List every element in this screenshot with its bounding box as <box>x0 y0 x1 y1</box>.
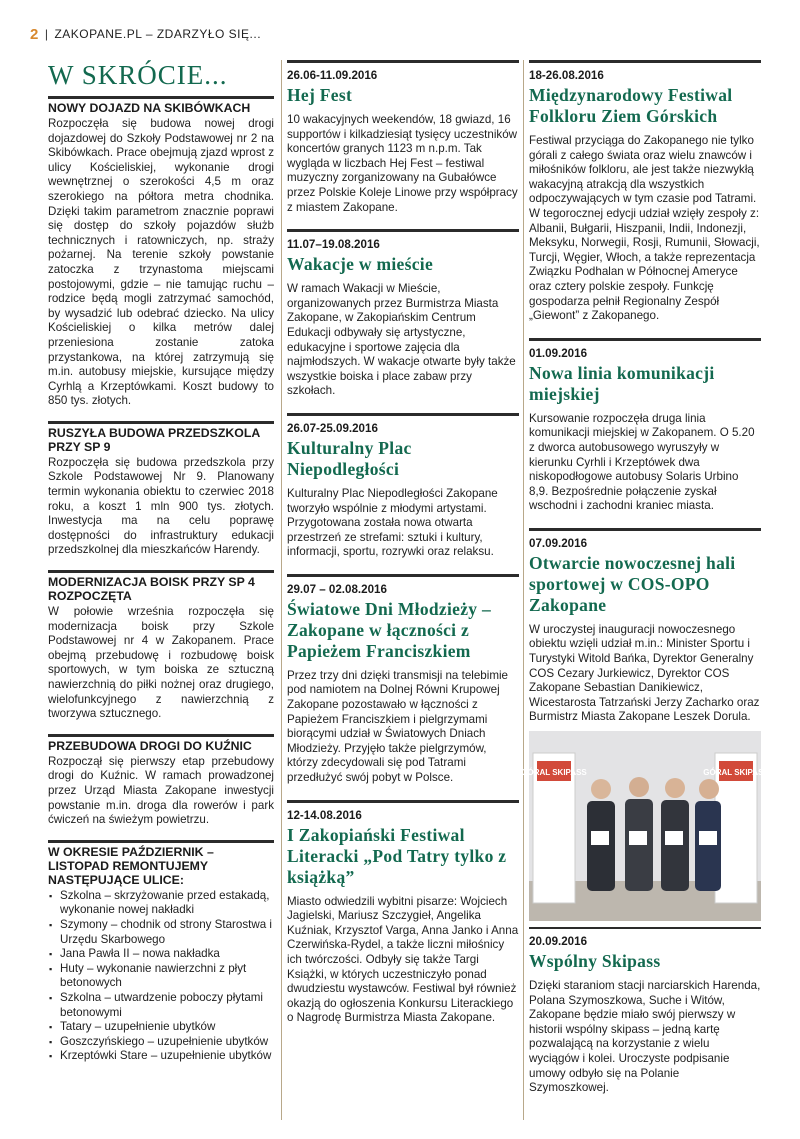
event <box>529 338 761 514</box>
event-title: Światowe Dni Młodzieży – Zakopane w łączności z Papieżem Franciszkiem <box>287 598 492 661</box>
list-item: ▪ Szkolna – utwardzenie poboczy płytami betonowymi <box>48 991 274 1020</box>
header-title: ZAKOPANE.PL – ZDARZYŁO SIĘ... <box>54 27 262 41</box>
event-body: Przez trzy dni dzięki transmisji na telebimie pod namiotem na Dolnej Równi Krupowej Zakopane pozostawało w łączności z Papieżem Franciszkiem i pielgrzymami biorącymi udział w Światowych Dniach Młodzieży. Przyjęło także pielgrzymów, którzy zdecydowali się pod Tatrami przedłużyć swój pobyt w Polsce. <box>287 668 509 785</box>
page-header <box>30 24 261 44</box>
event-body: Kulturalny Plac Niepodległości Zakopane tworzyło wspólnie z młodymi artystami. Przygotowana została nowa otwarta przestrzeń ze strefami: sztuki i kultury, informacji, sportu, rozrywki oraz relaksu. <box>287 486 498 559</box>
divider <box>287 229 519 232</box>
divider <box>48 734 274 737</box>
event-date: 20.09.2016 <box>529 935 588 949</box>
divider <box>529 338 761 341</box>
event-body: Miasto odwiedzili wybitni pisarze: Wojciech Jagielski, Mariusz Szczygieł, Angelika Kuźniak, Krzysztof Varga, Anna Janko i Anna Czerwińska-Rydel, a także liczni miłośnicy ich twórczości. Odbyły się także Targi Książki, w których uczestniczyło ponad dwudziestu wystawców. Festiwal był również okazją do ogłoszenia Konkursu Literackiego o Nagrodę Burmistrza Miasta Zakopane. <box>287 894 519 1025</box>
event-date: 12-14.08.2016 <box>287 808 362 822</box>
news-section <box>48 96 274 409</box>
event-title: Kulturalny Plac Niepodległości <box>287 437 412 479</box>
column-divider <box>523 60 524 1120</box>
column-events-2 <box>521 60 769 1110</box>
event <box>287 413 519 560</box>
news-heading: W OKRESIE PAŹDZIERNIK – LISTOPAD REMONTUJEMY NASTĘPUJĄCE ULICE: <box>48 844 214 887</box>
event <box>287 800 519 1026</box>
event <box>287 574 519 786</box>
divider <box>48 570 274 573</box>
news-heading: RUSZYŁA BUDOWA PRZEDSZKOLA PRZY SP 9 <box>48 425 260 454</box>
list-item: ▪ Jana Pawła II – nowa nakładka <box>48 947 274 962</box>
divider <box>287 413 519 416</box>
event-body: Kursowanie rozpoczęła druga linia komunikacji miejskiej w Zakopanem. O 5.20 z dworca autobusowego wyruszyły w kierunku Cyrhli i Krzeptówek dwa niskopodłogowe autobusy Solaris Urbino 8,9. Bezpośrednie połączenie zyskał wschodni i zachodni kraniec miasta. <box>529 411 755 513</box>
event-title: Wakacje w mieście <box>287 254 434 275</box>
list-item: ▪ Huty – wykonanie nawierzchni z płyt betonowych <box>48 962 274 991</box>
column-divider <box>281 60 282 1120</box>
divider <box>48 840 274 843</box>
event-title: Otwarcie nowoczesnej hali sportowej w COS-OPO Zakopane <box>529 552 736 615</box>
column-news <box>48 60 274 1076</box>
news-body: W połowie września rozpoczęła się modernizacja boisk przy Szkole Podstawowej nr 4 w Zakopanem. Prace obejmą przebudowę i rozbudowę boisk sportowych, w tym boiska ze sztuczną nawierzchnią do piłki nożnej oraz drugiego, wielofunkcyjnego z nawierzchnią z tworzywa sztucznego. <box>48 605 274 721</box>
skipass-signing-photo <box>521 731 769 921</box>
event-body: 10 wakacyjnych weekendów, 18 gwiazd, 16 supportów i kilkadziesiąt tysięcy uczestników koncertów granych 1123 m n.p.m. Tak wygląda w liczbach Hej Fest – festiwal muzyczny zorganizowany na Gubałówce przez Polskie Koleje Linowe przy współpracy z miastem Zakopane. <box>287 113 518 214</box>
news-section <box>48 570 274 722</box>
news-heading: PRZEBUDOWA DROGI DO KUŹNIC <box>48 738 252 753</box>
list-item: ▪ Tatary – uzupełnienie ubytków <box>48 1020 274 1035</box>
divider <box>529 528 761 531</box>
list-item: ▪ Szymony – chodnik od strony Starostwa i Urzędu Skarbowego <box>48 918 274 947</box>
event <box>529 927 761 1096</box>
event-body: W uroczystej inauguracji nowoczesnego obiektu wzięli udział m.in.: Minister Sportu i Turystyki Witold Bańka, Dyrektor Generalny COS Cezary Jurkiewicz, Dyrektor COS Zakopane Sebastian Danikiewicz, Wicestarosta Tatrzański Jerzy Zacharko oraz Burmistrz Miasta Zakopane Leszek Dorula. <box>529 622 760 724</box>
header-separator: | <box>44 27 49 41</box>
page-number: 2 <box>30 25 39 43</box>
news-section <box>48 840 274 1064</box>
event-date: 01.09.2016 <box>529 346 588 360</box>
event-title: Hej Fest <box>287 85 353 105</box>
photo-illustration <box>521 731 769 921</box>
list-item: ▪ Krzeptówki Stare – uzupełnienie ubytków <box>48 1049 274 1064</box>
event-title: Wspólny Skipass <box>529 951 661 972</box>
news-heading: MODERNIZACJA BOISK PRZY SP 4 ROZPOCZĘTA <box>48 575 255 604</box>
event-date: 29.07 – 02.08.2016 <box>287 582 387 596</box>
event-body: Dzięki staraniom stacji narciarskich Harenda, Polana Szymoszkowa, Suche i Witów, Zakopane będzie miało swój pierwszy w historii wspólny skipass – jedną kartę pozwalającą na korzystanie z wielu wyciągów i kolei. Uroczyste podpisanie umowy odbyło się na Polanie Szymoszkowej. <box>529 979 761 1095</box>
divider <box>48 96 274 99</box>
divider <box>287 800 519 803</box>
divider <box>529 60 761 63</box>
section-title: W SKRÓCIE... <box>48 60 228 90</box>
news-body: Rozpoczął się pierwszy etap przebudowy drogi do Kuźnic. W ramach prowadzonej przez Urząd Miasta Zakopane inwestycji powstanie m.in. droga dla rowerów i park ćwiczeń na świeżym powietrzu. <box>48 754 274 827</box>
divider <box>48 421 274 424</box>
list-item: ▪ Goszczyńskiego – uzupełnienie ubytków <box>48 1035 274 1050</box>
news-heading: NOWY DOJAZD NA SKIBÓWKACH <box>48 101 251 115</box>
banner-text-left: GÓRAL SKIPASS <box>521 768 587 778</box>
event-title: Międzynarodowy Festiwal Folkloru Ziem Górskich <box>529 85 733 126</box>
news-section <box>48 421 274 558</box>
news-body: Rozpoczęła się budowa przedszkola przy Szkole Podstawowej Nr 9. Planowany termin wykonania obiektu to czerwiec 2018 roku, a koszt 1 mln 900 tys. złotych. Inwestycja ma na celu poprawę dostępności do infrastruktury edukacji przedszkolnej dla mieszkańców Harendy. <box>48 455 274 557</box>
streets-list <box>48 889 274 1064</box>
event <box>287 229 519 399</box>
divider <box>287 60 519 63</box>
event-body: W ramach Wakacji w Mieście, organizowanych przez Burmistrza Miasta Zakopane, w Zakopiańskim Centrum Edukacji odbywały się artystyczne, edukacyjne i sportowe zajęcia dla najmłodszych. W wakacje otwarte były także wszystkie boiska i place zabaw przy szkołach. <box>287 282 516 398</box>
divider <box>529 927 761 929</box>
event-date: 18-26.08.2016 <box>529 69 604 82</box>
event-date: 07.09.2016 <box>529 536 588 550</box>
list-item: ▪ Szkolna – skrzyżowanie przed estakadą, wykonanie nowej nakładki <box>48 889 274 918</box>
event <box>287 60 519 215</box>
news-section <box>48 734 274 828</box>
event-body: Festiwal przyciąga do Zakopanego nie tylko górali z całego świata oraz wielu znawców i miłośników folkloru, ale jest także niezwykłą wakacyjną atrakcją dla wszystkich odpoczywających w tym czasie pod Tatrami. W tegorocznej edycji udział wzięły zespoły z: Albanii, Bułgarii, Hiszpanii, Indii, Indonezji, Meksyku, Norwegii, Rosji, Rumunii, Słowacji, Turcji, Węgier, Włoch, a także reprezentacja Związku Podhalan w Północnej Ameryce oraz cztery polskie zespoły. Funkcję gospodarza pełnił Regionalny Zespół „Giewont” z Zakopanego. <box>529 134 760 323</box>
event-title: Nowa linia komunikacji miejskiej <box>529 362 715 404</box>
event-date: 26.06-11.09.2016 <box>287 69 378 82</box>
banner-text-right: GÓRAL SKIPASS <box>703 768 769 778</box>
event <box>529 528 761 725</box>
divider <box>287 574 519 577</box>
news-body: Rozpoczęła się budowa nowej drogi dojazdowej do Szkoły Podstawowej nr 2 na Skibówkach. Prace obejmują zjazd wprost z ulicy Kościeliskiej, wykonanie drogi wewnętrznej o szerokości 4,5 m oraz szerokiego na półtora metra chodnika. Dzięki takim parametrom znacznie poprawi się dostęp do szkoły pojazdów służb technicznych i ratowniczych, np. straży pożarnej. Na terenie szkoły powstanie zatoczka z trzynastoma miejscami postojowymi, gdzie – nie tamując ruchu – rodzice będą mogli zatrzymać samochód, by wysadzić lub odebrać dziecko. Na ulicy Kościeliskiej o kilka metrów dalej przeniesiona zostanie zatoka przystankowa, na której zatrzymują się m.in. autobusy miejskie, kursujące między Cyrhlą a Krzeptówkami. Koszt budowy to 850 tys. złotych. <box>48 117 274 408</box>
event <box>529 60 761 324</box>
column-events-1 <box>287 60 519 1040</box>
event-date: 11.07–19.08.2016 <box>287 238 380 252</box>
event-title: I Zakopiański Festiwal Literacki „Pod Tatry tylko z książką” <box>287 824 507 887</box>
event-date: 26.07-25.09.2016 <box>287 421 378 435</box>
